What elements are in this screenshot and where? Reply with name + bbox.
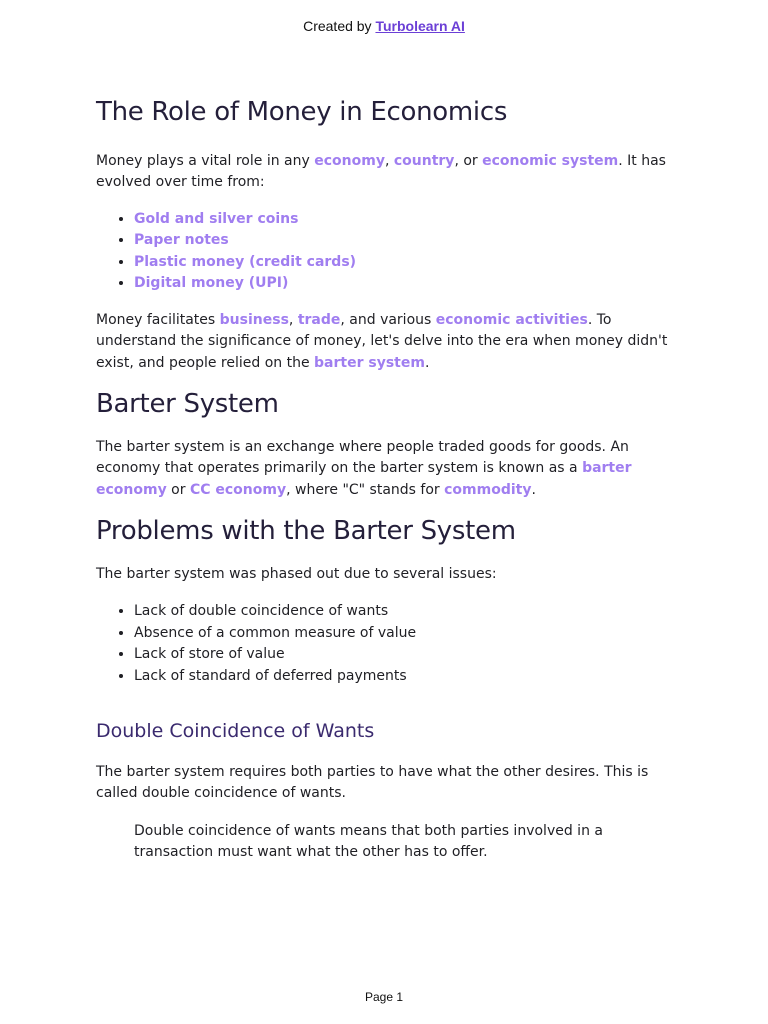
list-item: • Lack of store of value: [134, 644, 686, 666]
list-item[interactable]: • Plastic money (credit cards): [134, 252, 686, 274]
facilitates-text-1: Money facilitates: [96, 311, 220, 328]
list-item: • Lack of standard of deferred payments: [134, 666, 686, 688]
problems-heading: Problems with the Barter System: [96, 516, 516, 546]
economy-term[interactable]: economy: [314, 152, 385, 169]
cc-economy-term[interactable]: CC economy: [189, 481, 287, 498]
turbolearn-link[interactable]: Turbolearn AI: [375, 18, 465, 34]
barter-text-3: , where "C" stands for: [286, 481, 445, 498]
country-term[interactable]: country: [393, 152, 455, 169]
barter-paragraph: [96, 437, 686, 502]
facilitates-text-3: , and various: [340, 311, 436, 328]
list-item[interactable]: • Digital money (UPI): [134, 273, 686, 295]
barter-text-4: .: [531, 481, 536, 498]
commodity-term[interactable]: commodity: [444, 481, 532, 498]
money-evolution-list: [96, 209, 686, 295]
definition-quote: Double coincidence of wants means that both parties involved in a transaction must want what the other has to offer.: [134, 822, 603, 861]
barter-system-term[interactable]: barter system: [314, 354, 425, 371]
double-coincidence-heading: Double Coincidence of Wants: [96, 720, 375, 742]
barter-text-1: The barter system is an exchange where people traded goods for goods. An economy that operates primarily on the barter system is known as a: [96, 438, 629, 476]
document-body: [96, 96, 686, 864]
page-title: The Role of Money in Economics: [96, 97, 508, 127]
intro-text-4: . It has evolved over time from:: [96, 152, 666, 190]
facilitates-text-5: .: [424, 354, 430, 371]
barter-system-heading: Barter System: [96, 389, 279, 419]
barter-economy-term[interactable]: barter economy: [96, 460, 632, 498]
facilitates-text-2: ,: [288, 311, 298, 328]
economic-activities-term[interactable]: economic activities: [435, 311, 588, 328]
business-term[interactable]: business: [219, 311, 289, 328]
intro-text-3: , or: [454, 152, 483, 169]
intro-paragraph: [96, 151, 686, 194]
list-item: • Absence of a common measure of value: [134, 623, 686, 645]
facilitates-paragraph: [96, 310, 686, 375]
page-header: [0, 18, 768, 34]
facilitates-text-4: . To understand the significance of money, let's delve into the era when money didn't exist, and people relied on the: [96, 311, 668, 371]
list-item[interactable]: • Paper notes: [134, 230, 686, 252]
problems-list: [96, 601, 686, 687]
page-number: Page 1: [364, 990, 404, 1004]
double-coincidence-paragraph: The barter system requires both parties to have what the other desires. This is called double coincidence of wants.: [96, 763, 649, 802]
list-item: • Lack of double coincidence of wants: [134, 601, 686, 623]
problems-intro: The barter system was phased out due to several issues:: [96, 565, 497, 582]
intro-text-1: Money plays a vital role in any: [96, 152, 315, 169]
created-by-label: Created by: [303, 18, 376, 34]
trade-term[interactable]: trade: [297, 311, 341, 328]
economic-system-term[interactable]: economic system: [482, 152, 619, 169]
intro-text-2: ,: [384, 152, 394, 169]
barter-text-2: or: [166, 481, 190, 498]
list-item[interactable]: • Gold and silver coins: [134, 209, 686, 231]
